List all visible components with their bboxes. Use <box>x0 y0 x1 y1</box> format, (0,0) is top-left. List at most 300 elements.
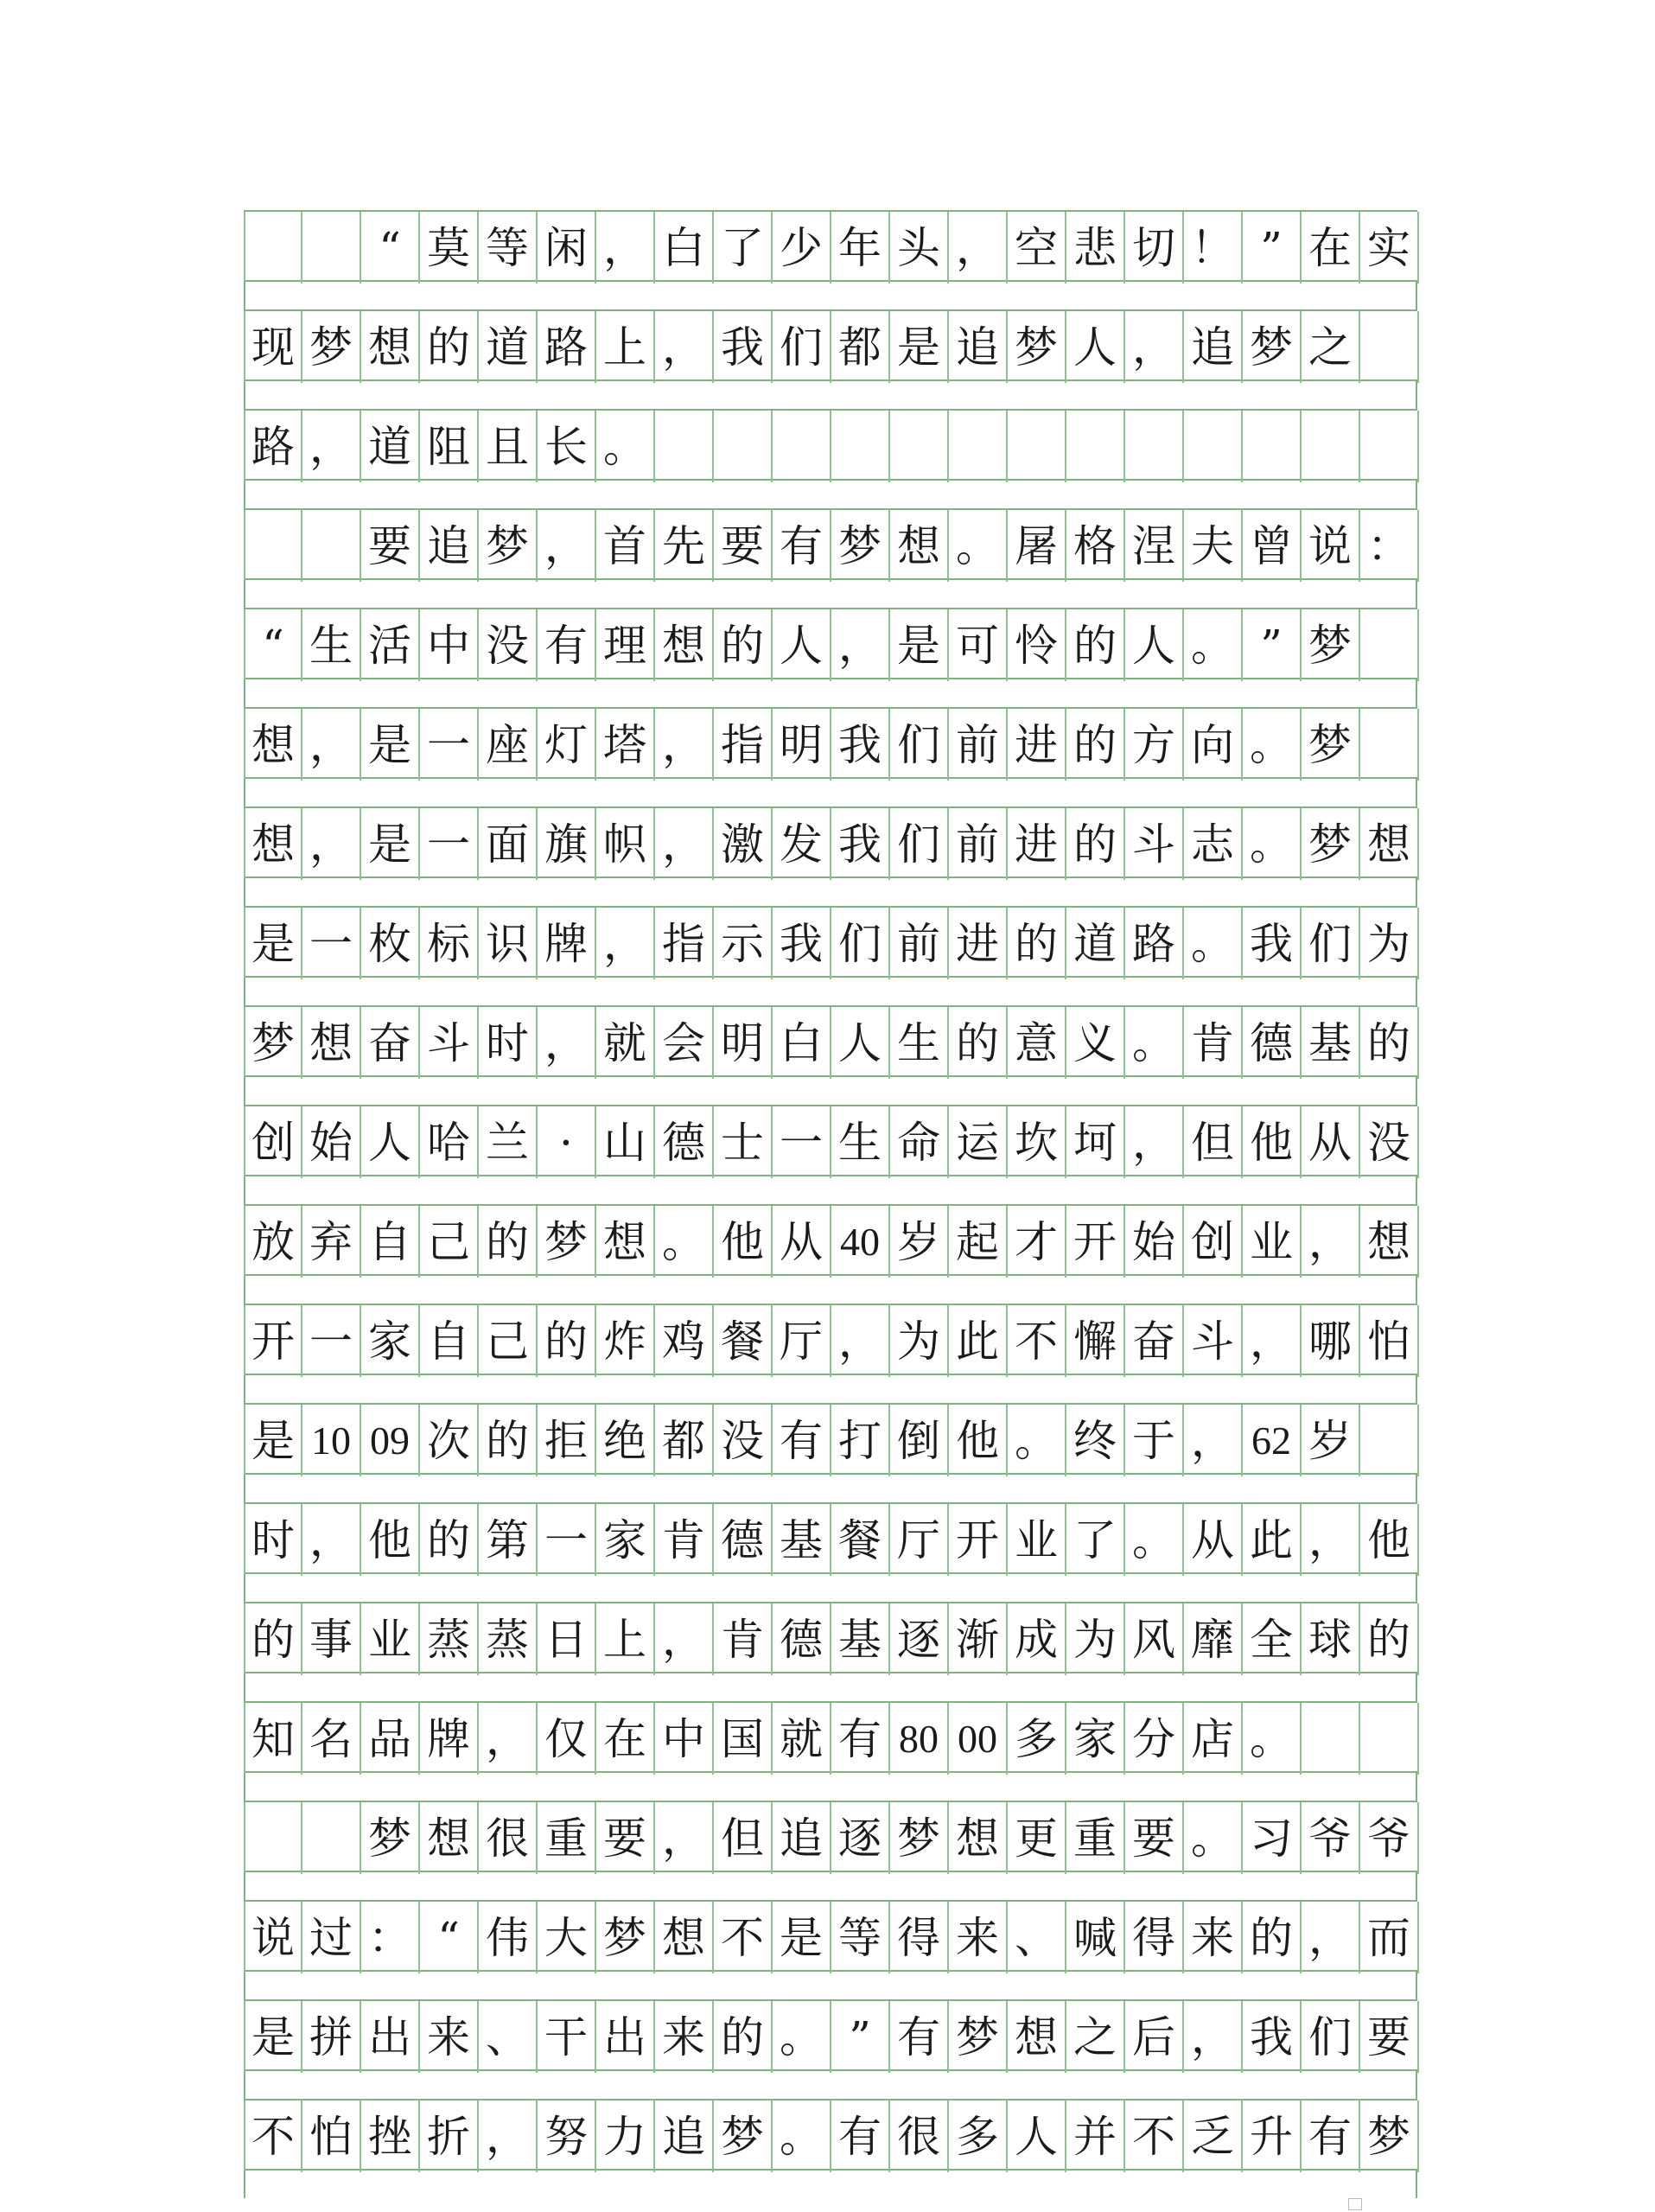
grid-cell: 们 <box>773 311 831 383</box>
grid-cell: 的 <box>949 1007 1008 1079</box>
grid-cell: 从 <box>1302 1106 1360 1178</box>
grid-cell: 的 <box>1008 908 1066 979</box>
grid-cell: 想 <box>596 1206 655 1278</box>
grid-cell: 人 <box>831 1007 890 1079</box>
grid-cell: 基 <box>831 1603 890 1675</box>
grid-cell: 有 <box>773 1405 831 1476</box>
grid-cell: 自 <box>420 1305 479 1377</box>
grid-cell: 明 <box>773 709 831 781</box>
grid-cell: 都 <box>831 311 890 383</box>
grid-cell: 名 <box>302 1703 361 1775</box>
grid-cell: 梦 <box>1008 311 1066 383</box>
grid-cell: 斗 <box>1125 808 1184 880</box>
grid-cell: 说 <box>1302 510 1360 582</box>
grid-cell: 生 <box>302 609 361 681</box>
grid-cell: 来 <box>949 1902 1008 1973</box>
grid-row <box>244 608 1417 707</box>
grid-row <box>244 1999 1417 2099</box>
grid-cell: 道 <box>1066 908 1125 979</box>
grid-cell: 会 <box>655 1007 714 1079</box>
grid-cell: 一 <box>302 908 361 979</box>
page-end-marker <box>1348 2198 1362 2210</box>
grid-cell: 莫 <box>420 212 479 284</box>
grid-cell: 一 <box>420 709 479 781</box>
grid-cell: 。 <box>1125 1504 1184 1576</box>
grid-cell <box>1302 411 1360 482</box>
grid-cell: 是 <box>244 2001 302 2073</box>
grid-cell: 少 <box>773 212 831 284</box>
grid-cell: ， <box>831 1305 890 1377</box>
grid-band <box>244 1502 1417 1574</box>
grid-cell <box>244 510 302 582</box>
grid-row <box>244 806 1417 906</box>
grid-cell: 德 <box>1243 1007 1302 1079</box>
grid-cell: 更 <box>1008 1802 1066 1874</box>
grid-cell: 打 <box>831 1405 890 1476</box>
grid-cell: 有 <box>890 2001 949 2073</box>
grid-cell: 屠 <box>1008 510 1066 582</box>
grid-cell: 激 <box>714 808 773 880</box>
grid-cell: 品 <box>361 1703 420 1775</box>
grid-cell: 斗 <box>420 1007 479 1079</box>
grid-row-gap <box>244 1872 1417 1900</box>
grid-cell: 梦 <box>949 2001 1008 2073</box>
grid-row-gap <box>244 1773 1417 1801</box>
grid-row-gap <box>244 679 1417 707</box>
grid-cell: 向 <box>1184 709 1243 781</box>
grid-cell: 业 <box>361 1603 420 1675</box>
grid-cell: 梦 <box>244 1007 302 1079</box>
grid-cell: 道 <box>361 411 420 482</box>
grid-cell: 得 <box>1125 1902 1184 1973</box>
grid-cell: 梦 <box>1302 709 1360 781</box>
grid-cell: ， <box>1302 1902 1360 1973</box>
grid-cell: ” <box>831 2001 890 2073</box>
grid-row <box>244 309 1417 409</box>
grid-cell: 了 <box>1066 1504 1125 1576</box>
grid-row-gap <box>244 381 1417 409</box>
grid-cell: 士 <box>714 1106 773 1178</box>
grid-cell: 的 <box>1243 1902 1302 1973</box>
grid-band <box>244 309 1417 381</box>
grid-cell: 从 <box>1184 1504 1243 1576</box>
grid-cell: 、 <box>479 2001 538 2073</box>
grid-cell: 他 <box>714 1206 773 1278</box>
grid-cell: 山 <box>596 1106 655 1178</box>
grid-cell: 有 <box>1302 2100 1360 2172</box>
grid-row <box>244 1403 1417 1502</box>
grid-cell: “ <box>361 212 420 284</box>
grid-cell: 00 <box>949 1703 1008 1775</box>
grid-cell: 09 <box>361 1405 420 1476</box>
grid-band <box>244 210 1417 282</box>
grid-row <box>244 210 1417 309</box>
grid-cell: ， <box>538 1007 596 1079</box>
grid-cell: 追 <box>949 311 1008 383</box>
grid-cell: 就 <box>596 1007 655 1079</box>
grid-row-gap <box>244 1176 1417 1204</box>
grid-cell: 想 <box>1008 2001 1066 2073</box>
grid-cell: ” <box>1243 609 1302 681</box>
grid-cell: 的 <box>714 609 773 681</box>
grid-cell: 鸡 <box>655 1305 714 1377</box>
grid-cell: 之 <box>1302 311 1360 383</box>
grid-cell: 次 <box>420 1405 479 1476</box>
grid-cell: ， <box>302 808 361 880</box>
grid-cell: 业 <box>1008 1504 1066 1576</box>
grid-band <box>244 1701 1417 1773</box>
grid-cell: 倒 <box>890 1405 949 1476</box>
grid-cell: 梦 <box>1302 609 1360 681</box>
grid-cell: 的 <box>479 1206 538 1278</box>
grid-cell: 时 <box>479 1007 538 1079</box>
grid-cell: 。 <box>596 411 655 482</box>
grid-cell: 阻 <box>420 411 479 482</box>
grid-cell: 人 <box>1125 609 1184 681</box>
grid-cell <box>244 1802 302 1874</box>
grid-cell: 不 <box>1125 2100 1184 2172</box>
grid-cell: 没 <box>479 609 538 681</box>
grid-cell: 白 <box>773 1007 831 1079</box>
grid-cell: 塔 <box>596 709 655 781</box>
grid-cell: 肯 <box>1184 1007 1243 1079</box>
grid-cell: 喊 <box>1066 1902 1125 1973</box>
grid-cell <box>1125 411 1184 482</box>
grid-cell: 餐 <box>831 1504 890 1576</box>
grid-cell: 们 <box>1302 908 1360 979</box>
grid-cell: 。 <box>773 2100 831 2172</box>
grid-row-gap <box>244 580 1417 608</box>
grid-cell: 坎 <box>1008 1106 1066 1178</box>
grid-cell: 追 <box>655 2100 714 2172</box>
grid-cell: 是 <box>361 709 420 781</box>
grid-cell: 梦 <box>538 1206 596 1278</box>
grid-band <box>244 1105 1417 1176</box>
grid-cell: 面 <box>479 808 538 880</box>
grid-cell: 此 <box>1243 1504 1302 1576</box>
grid-cell: 。 <box>1184 908 1243 979</box>
grid-cell: 基 <box>1302 1007 1360 1079</box>
grid-cell: 有 <box>831 2100 890 2172</box>
grid-cell: 家 <box>596 1504 655 1576</box>
grid-cell: 事 <box>302 1603 361 1675</box>
grid-cell: 的 <box>1360 1007 1419 1079</box>
grid-cell: 时 <box>244 1504 302 1576</box>
grid-cell: 家 <box>361 1305 420 1377</box>
grid-cell: 奋 <box>1125 1305 1184 1377</box>
grid-cell: 知 <box>244 1703 302 1775</box>
grid-cell: 爷 <box>1360 1802 1419 1874</box>
grid-cell: 。 <box>1125 1007 1184 1079</box>
grid-band <box>244 1204 1417 1276</box>
grid-cell: 弃 <box>302 1206 361 1278</box>
grid-cell: 创 <box>244 1106 302 1178</box>
grid-cell: 实 <box>1360 212 1419 284</box>
grid-row <box>244 1801 1417 1900</box>
grid-cell: 始 <box>302 1106 361 1178</box>
grid-row-gap <box>244 282 1417 309</box>
grid-cell: 格 <box>1066 510 1125 582</box>
grid-cell: 明 <box>714 1007 773 1079</box>
grid-cell: 道 <box>479 311 538 383</box>
grid-cell: 自 <box>361 1206 420 1278</box>
grid-cell: 蒸 <box>420 1603 479 1675</box>
grid-cell: ， <box>655 709 714 781</box>
grid-cell: 是 <box>890 609 949 681</box>
grid-cell: 国 <box>714 1703 773 1775</box>
grid-cell: 、 <box>1008 1902 1066 1973</box>
grid-cell: 是 <box>361 808 420 880</box>
grid-cell: ， <box>655 1603 714 1675</box>
grid-cell <box>1360 1703 1419 1775</box>
grid-cell: 逐 <box>890 1603 949 1675</box>
grid-cell: 。 <box>1184 1802 1243 1874</box>
grid-cell <box>1302 1703 1360 1775</box>
grid-cell: ， <box>655 1802 714 1874</box>
grid-cell: 他 <box>949 1405 1008 1476</box>
grid-cell: 己 <box>420 1206 479 1278</box>
grid-cell: 的 <box>1066 808 1125 880</box>
grid-cell: 枚 <box>361 908 420 979</box>
grid-cell <box>1360 1405 1419 1476</box>
grid-cell: 成 <box>1008 1603 1066 1675</box>
composition-grid-paper <box>244 210 1417 2212</box>
grid-cell: ， <box>538 510 596 582</box>
grid-cell: 怕 <box>302 2100 361 2172</box>
grid-cell: 。 <box>773 2001 831 2073</box>
grid-cell: 意 <box>1008 1007 1066 1079</box>
grid-cell: 标 <box>420 908 479 979</box>
grid-cell <box>890 411 949 482</box>
grid-cell: 干 <box>538 2001 596 2073</box>
grid-cell: ： <box>361 1902 420 1973</box>
grid-row-gap <box>244 2171 1417 2198</box>
grid-cell: 想 <box>1360 1206 1419 1278</box>
grid-cell: 家 <box>1066 1703 1125 1775</box>
grid-cell: 且 <box>479 411 538 482</box>
grid-cell: 40 <box>831 1206 890 1278</box>
grid-cell: 有 <box>773 510 831 582</box>
grid-cell: 首 <box>596 510 655 582</box>
grid-cell: 我 <box>831 709 890 781</box>
grid-cell: 进 <box>949 908 1008 979</box>
grid-cell: 梦 <box>1243 311 1302 383</box>
grid-row <box>244 409 1417 508</box>
grid-cell: 有 <box>831 1703 890 1775</box>
grid-cell: 拼 <box>302 2001 361 2073</box>
grid-cell: ， <box>596 212 655 284</box>
grid-cell: 要 <box>1125 1802 1184 1874</box>
grid-cell: 想 <box>949 1802 1008 1874</box>
grid-cell: 怕 <box>1360 1305 1419 1377</box>
grid-row-gap <box>244 1077 1417 1105</box>
grid-cell: 终 <box>1066 1405 1125 1476</box>
grid-cell: 。 <box>949 510 1008 582</box>
grid-cell: 厅 <box>890 1504 949 1576</box>
grid-cell: 。 <box>1243 1703 1302 1775</box>
grid-row <box>244 508 1417 608</box>
grid-cell: 上 <box>596 1603 655 1675</box>
grid-cell: 不 <box>714 1902 773 1973</box>
grid-cell: 运 <box>949 1106 1008 1178</box>
grid-cell: 重 <box>1066 1802 1125 1874</box>
grid-cell: 梦 <box>302 311 361 383</box>
grid-cell: 的 <box>1066 609 1125 681</box>
grid-cell: 想 <box>244 709 302 781</box>
grid-cell: 德 <box>655 1106 714 1178</box>
grid-cell: 62 <box>1243 1405 1302 1476</box>
grid-cell: 长 <box>538 411 596 482</box>
grid-cell: 前 <box>949 808 1008 880</box>
grid-cell: 起 <box>949 1206 1008 1278</box>
grid-cell: ， <box>655 808 714 880</box>
grid-cell: 人 <box>773 609 831 681</box>
grid-cell: 我 <box>773 908 831 979</box>
grid-cell: 始 <box>1125 1206 1184 1278</box>
grid-cell: 梦 <box>831 510 890 582</box>
grid-cell: 开 <box>949 1504 1008 1576</box>
grid-cell: 们 <box>890 709 949 781</box>
grid-cell <box>1360 311 1419 383</box>
grid-band <box>244 1900 1417 1972</box>
grid-cell: ， <box>655 311 714 383</box>
grid-cell: 一 <box>538 1504 596 1576</box>
grid-cell: 的 <box>420 1504 479 1576</box>
grid-cell: ， <box>302 411 361 482</box>
grid-cell: 来 <box>420 2001 479 2073</box>
grid-cell: 人 <box>1008 2100 1066 2172</box>
grid-cell: 命 <box>890 1106 949 1178</box>
grid-cell: 中 <box>655 1703 714 1775</box>
grid-band <box>244 1403 1417 1475</box>
grid-cell: 座 <box>479 709 538 781</box>
grid-cell: 生 <box>831 1106 890 1178</box>
grid-cell: 我 <box>714 311 773 383</box>
grid-cell: 说 <box>244 1902 302 1973</box>
grid-cell: 想 <box>420 1802 479 1874</box>
grid-cell: 炸 <box>596 1305 655 1377</box>
grid-cell: 不 <box>1008 1305 1066 1377</box>
grid-cell: 靡 <box>1184 1603 1243 1675</box>
grid-band <box>244 608 1417 679</box>
grid-cell: ， <box>1184 2001 1243 2073</box>
grid-cell: 懈 <box>1066 1305 1125 1377</box>
grid-cell: 追 <box>420 510 479 582</box>
grid-cell: 乏 <box>1184 2100 1243 2172</box>
grid-cell: 全 <box>1243 1603 1302 1675</box>
grid-cell: 哪 <box>1302 1305 1360 1377</box>
grid-cell: 梦 <box>361 1802 420 1874</box>
grid-cell: 。 <box>1008 1405 1066 1476</box>
grid-cell: 切 <box>1125 212 1184 284</box>
grid-cell <box>1360 709 1419 781</box>
grid-cell: 梦 <box>890 1802 949 1874</box>
grid-cell: 指 <box>655 908 714 979</box>
grid-cell: 都 <box>655 1405 714 1476</box>
grid-cell: 想 <box>244 808 302 880</box>
grid-row-gap <box>244 1673 1417 1701</box>
grid-cell: 的 <box>1360 1603 1419 1675</box>
grid-row-gap <box>244 481 1417 508</box>
grid-cell: ， <box>1243 1305 1302 1377</box>
grid-cell: 的 <box>714 2001 773 2073</box>
grid-cell <box>1184 411 1243 482</box>
grid-cell: 牌 <box>420 1703 479 1775</box>
grid-cell: 要 <box>1360 2001 1419 2073</box>
grid-row-gap <box>244 1972 1417 1999</box>
grid-row <box>244 1304 1417 1403</box>
grid-cell <box>1360 609 1419 681</box>
grid-cell: 就 <box>773 1703 831 1775</box>
grid-cell: 为 <box>890 1305 949 1377</box>
grid-cell: 基 <box>773 1504 831 1576</box>
grid-cell: 他 <box>1360 1504 1419 1576</box>
grid-cell: 梦 <box>1302 808 1360 880</box>
grid-cell: 他 <box>1243 1106 1302 1178</box>
grid-cell: 重 <box>538 1802 596 1874</box>
grid-cell <box>655 411 714 482</box>
grid-cell: 志 <box>1184 808 1243 880</box>
grid-cell: 绝 <box>596 1405 655 1476</box>
grid-cell: 要 <box>714 510 773 582</box>
grid-row <box>244 2099 1417 2198</box>
grid-cell: 多 <box>1008 1703 1066 1775</box>
grid-cell: 他 <box>361 1504 420 1576</box>
grid-band <box>244 2099 1417 2171</box>
grid-cell: 前 <box>890 908 949 979</box>
grid-band <box>244 409 1417 481</box>
grid-cell: ！ <box>1184 212 1243 284</box>
grid-cell: 的 <box>479 1405 538 1476</box>
grid-cell: 伟 <box>479 1902 538 1973</box>
grid-cell: 指 <box>714 709 773 781</box>
grid-cell: 人 <box>361 1106 420 1178</box>
grid-cell: 此 <box>949 1305 1008 1377</box>
grid-cell: 在 <box>596 1703 655 1775</box>
grid-cell: 人 <box>1066 311 1125 383</box>
grid-cell: 风 <box>1125 1603 1184 1675</box>
grid-cell: 很 <box>479 1802 538 1874</box>
grid-row-gap <box>244 1475 1417 1502</box>
grid-cell: 没 <box>1360 1106 1419 1178</box>
grid-cell: 店 <box>1184 1703 1243 1775</box>
grid-cell: 年 <box>831 212 890 284</box>
grid-cell: 梦 <box>479 510 538 582</box>
grid-cell <box>1008 411 1066 482</box>
grid-cell: 进 <box>1008 709 1066 781</box>
grid-cell: 进 <box>1008 808 1066 880</box>
grid-band <box>244 1602 1417 1673</box>
grid-cell: ： <box>1360 510 1419 582</box>
grid-cell: 拒 <box>538 1405 596 1476</box>
grid-cell: 第 <box>479 1504 538 1576</box>
grid-cell: 。 <box>1243 709 1302 781</box>
grid-cell: 我 <box>1243 908 1302 979</box>
grid-cell: 前 <box>949 709 1008 781</box>
grid-cell: 开 <box>1066 1206 1125 1278</box>
grid-cell: 来 <box>1184 1902 1243 1973</box>
grid-cell: 梦 <box>596 1902 655 1973</box>
grid-cell: 示 <box>714 908 773 979</box>
grid-cell <box>773 411 831 482</box>
grid-cell <box>302 1802 361 1874</box>
grid-cell: 是 <box>890 311 949 383</box>
grid-row <box>244 1602 1417 1701</box>
grid-cell: 在 <box>1302 212 1360 284</box>
grid-row-gap <box>244 878 1417 906</box>
grid-cell: 肯 <box>655 1504 714 1576</box>
grid-cell <box>949 411 1008 482</box>
